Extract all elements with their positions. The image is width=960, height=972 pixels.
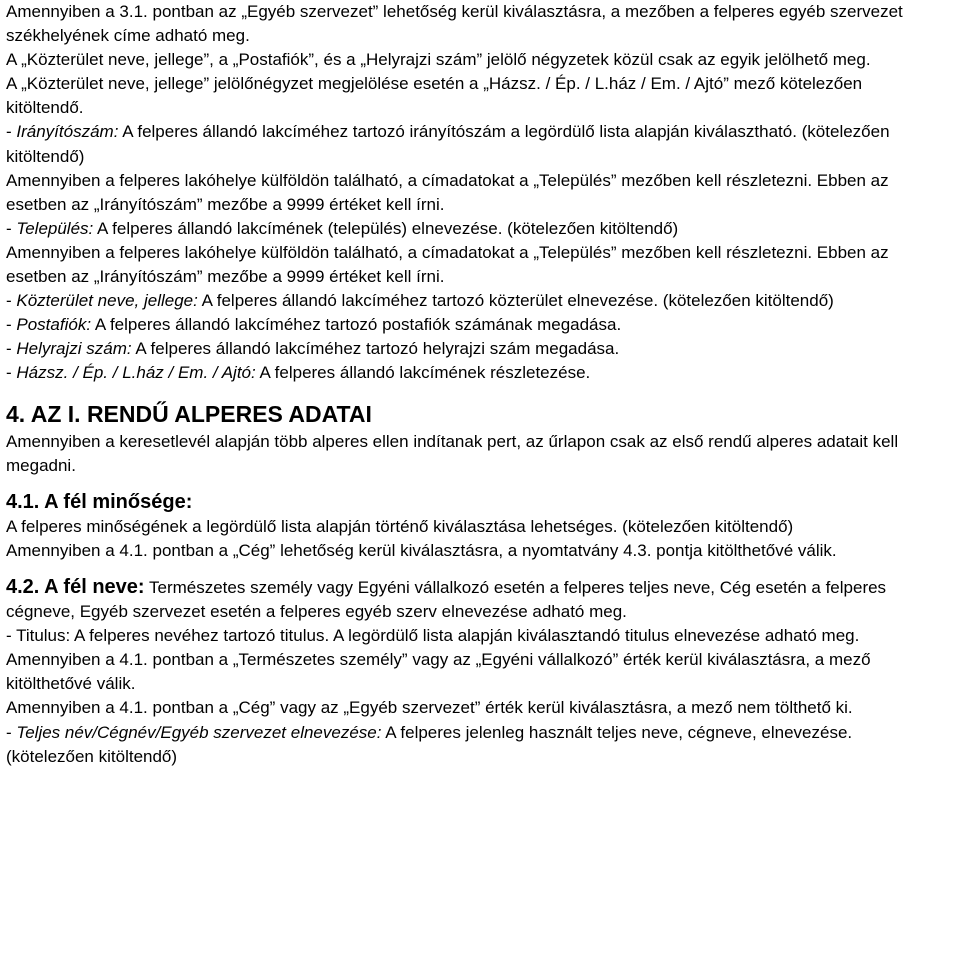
subsection-title-4-1: 4.1. A fél minősége: (6, 490, 193, 513)
paragraph-iranyitoszam-kulfold: Amennyiben a felperes lakóhelye külföldön található, a címadatokat a „Település” mezőben kell részletezni. Ebben az esetben az „Irányítószám” mezőbe a 9999 értéket kell írni. (6, 170, 889, 214)
field-desc-iranyitoszam: - Irányítószám: A felperes állandó lakcíméhez tartozó irányítószám a legördülő lista alapján kiválasztható. (kötelezően kitöltendő) (6, 122, 890, 166)
field-desc-kozterulet: - Közterület neve, jellege: A felperes állandó lakcíméhez tartozó közterület elnevezése. (kötelezően kitöltendő) (6, 291, 834, 311)
paragraph-termeszetes-szemely: Amennyiben a 4.1. pontban a „Természetes személy” vagy az „Egyéni vállalkozó” érték kerül kiválasztásra, a mező kitölthetővé válik. (6, 650, 871, 694)
field-label-helyrajzi-szam: Helyrajzi szám: (16, 339, 132, 359)
field-desc-postafiok: - Postafiók: A felperes állandó lakcíméhez tartozó postafiók számának megadása. (6, 315, 622, 335)
paragraph-fel-minosege: A felperes minőségének a legördülő lista alapján történő kiválasztása lehetséges. (kötelezően kitöltendő) (6, 516, 794, 536)
section-heading-4: 4. AZ I. RENDŰ ALPERES ADATAI (6, 400, 372, 427)
field-desc-helyrajzi-szam: - Helyrajzi szám: A felperes állandó lakcíméhez tartozó helyrajzi szám megadása. (6, 339, 620, 359)
paragraph-kozterulet-kotelezo: A „Közterület neve, jellege” jelölőnégyzet megjelölése esetén a „Házsz. / Ép. / L.ház / Em. / Ajtó” mező kötelezően kitöltendő. (6, 74, 863, 118)
field-label-postafiok: Postafiók: (16, 315, 92, 335)
paragraph-ceg-4-3: Amennyiben a 4.1. pontban a „Cég” lehetőség kerül kiválasztásra, a nyomtatvány 4.3. pontja kitölthetővé válik. (6, 540, 837, 560)
paragraph-titulus: - Titulus: A felperes nevéhez tartozó titulus. A legördülő lista alapján kiválasztandó titulus elnevezése adható meg. (6, 626, 860, 646)
paragraph-egyeb-szervezet: Amennyiben a 3.1. pontban az „Egyéb szervezet” lehetőség kerül kiválasztásra, a mezőben a felperes egyéb szervezet székhelyének címe adható meg. (6, 2, 903, 46)
spacer (6, 563, 942, 575)
field-desc-telepules: - Település: A felperes állandó lakcímének (település) elnevezése. (kötelezően kitöltendő) (6, 218, 679, 238)
paragraph-ceg-nem-toltheto: Amennyiben a 4.1. pontban a „Cég” vagy az „Egyéb szervezet” érték kerül kiválasztásra, a mező nem tölthető ki. (6, 698, 853, 718)
field-label-iranyitoszam: Irányítószám: (16, 122, 119, 142)
spacer (6, 478, 942, 490)
field-label-hazszam: Házsz. / Ép. / L.ház / Em. / Ajtó: (16, 363, 256, 383)
paragraph-telepules-kulfold: Amennyiben a felperes lakóhelye külföldön található, a címadatokat a „Település” mezőben kell részletezni. Ebben az esetben az „Irányítószám” mezőbe a 9999 értéket kell írni. (6, 242, 889, 287)
spacer (6, 386, 942, 398)
field-desc-teljes-nev: - Teljes név/Cégnév/Egyéb szervezet elnevezése: A felperes jelenleg használt teljes neve, cégneve, elnevezése. (kötelezően kitöltendő) (6, 722, 853, 766)
field-desc-hazszam: - Házsz. / Ép. / L.ház / Em. / Ajtó: A felperes állandó lakcímének részletezése. (6, 363, 591, 383)
subsection-title-4-2: 4.2. A fél neve: (6, 575, 145, 598)
paragraph-jelolo-negyzetek: A „Közterület neve, jellege”, a „Postafiók”, és a „Helyrajzi szám” jelölő négyzetek közül csak az egyik jelölhető meg. (6, 50, 871, 70)
field-label-teljes-nev: Teljes név/Cégnév/Egyéb szervezet elnevezése: (16, 722, 382, 742)
subsection-4-2: 4.2. A fél neve: Természetes személy vagy Egyéni vállalkozó esetén a felperes teljes neve, Cég esetén a felperes cégneve, Egyéb szervezet esetén a felperes egyéb szerv elnevezése adható meg. (6, 575, 887, 622)
subsection-4-1 (6, 490, 942, 515)
paragraph-alperes-intro: Amennyiben a keresetlevél alapján több alperes ellen indítanak pert, az űrlapon csak az első rendű alperes adatait kell megadni. (6, 431, 899, 475)
field-label-kozterulet: Közterület neve, jellege: (16, 291, 198, 311)
field-label-telepules: Település: (16, 218, 94, 238)
